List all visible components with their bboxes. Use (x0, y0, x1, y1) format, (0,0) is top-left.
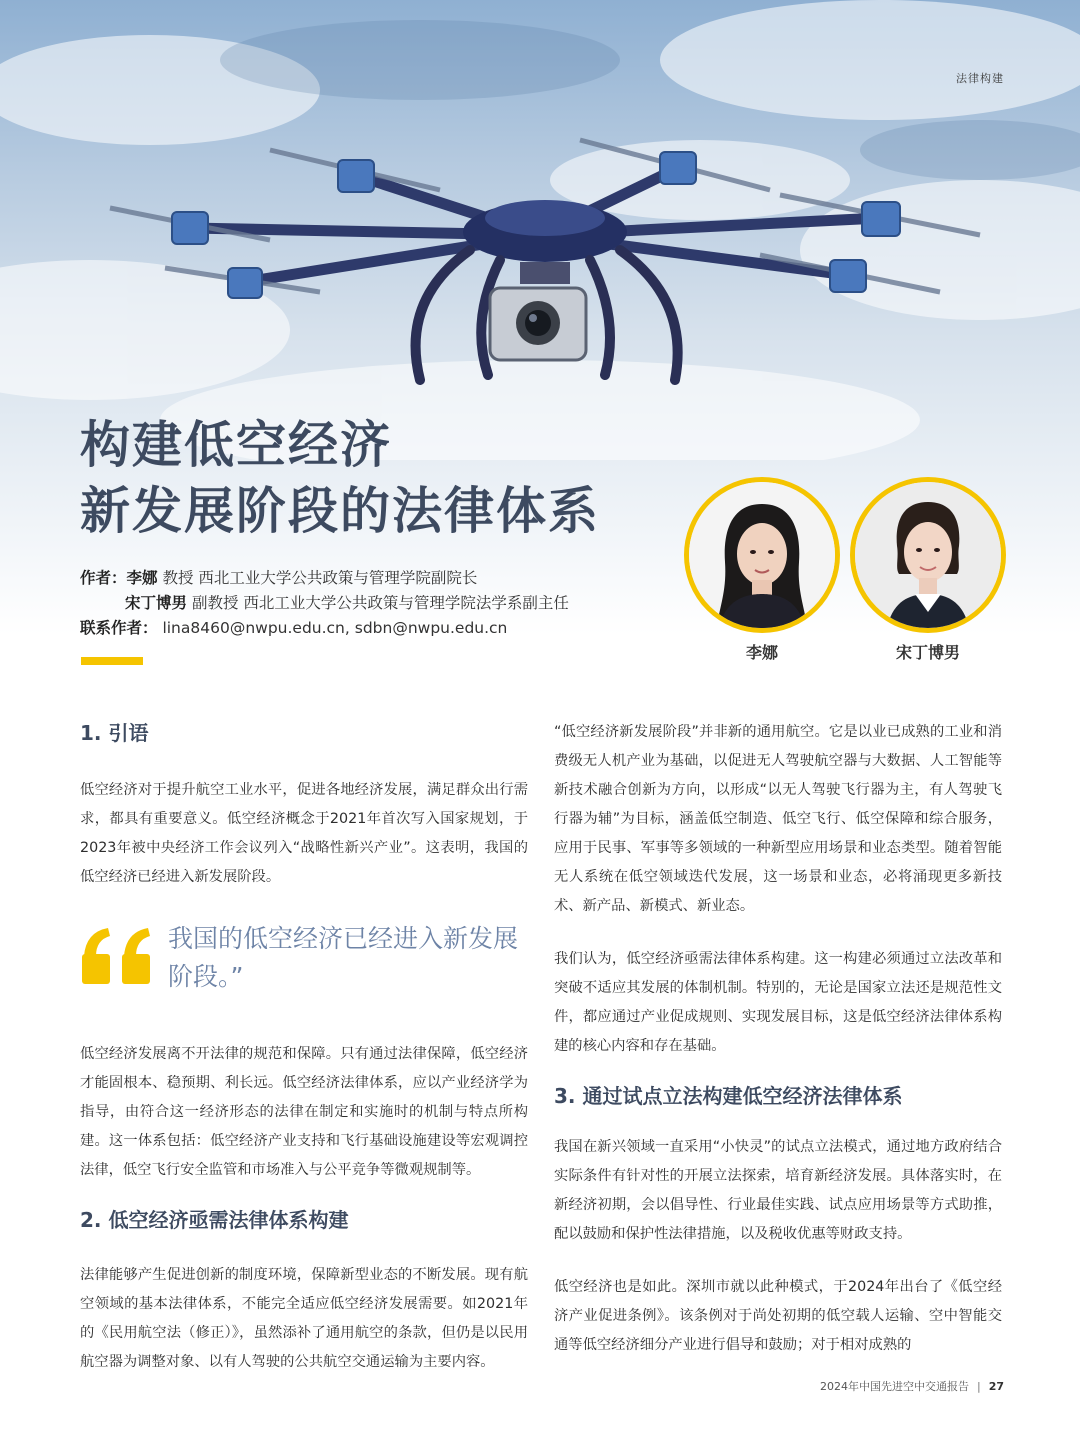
right-paragraph-2: 我们认为，低空经济亟需法律体系构建。这一构建必须通过立法改革和突破不适应其发展的体制机制。特别的，无论是国家立法还是规范性文件，都应通过产业促成规则、实现发展目标，这是低空经济法律体系构建的核心内容和存在基础。 (554, 951, 1002, 1054)
section-1-paragraph-2: 低空经济发展离不开法律的规范和保障。只有通过法律保障，低空经济才能固根本、稳预期、利长远。低空经济法律体系，应以产业经济学为指导，由符合这一经济形态的法律在制定和实施时的机制与特点所构建。这一体系包括：低空经济产业支持和飞行基础设施建设等宏观调控法律，低空飞行安全监管和市场准入与公平竞争等微观规制等。 (80, 1046, 528, 1178)
author-row-1 (80, 566, 569, 591)
right-paragraph-1: “低空经济新发展阶段”并非新的通用航空。它是以业已成熟的工业和消费级无人机产业为基础，以促进无人驾驶航空器与大数据、人工智能等新技术融合创新为方向，以形成“以无人驾驶飞行器为主，有人驾驶飞行器为辅”为目标，涵盖低空制造、低空飞行、低空保障和综合服务，应用于民事、军事等多领域的一种新型应用场景和业态类型。随着智能无人系统在低空领域迭代发展，这一场景和业态，必将涌现更多新技术、新产品、新模式、新业态。 (554, 724, 1002, 914)
author-row-2 (80, 591, 569, 616)
section-2-heading: 2. 低空经济亟需法律体系构建 (80, 1208, 349, 1232)
author-1-affiliation: 教授 西北工业大学公共政策与管理学院副院长 (157, 569, 478, 587)
footer-report-title: 2024年中国先进空中交通报告 (819, 1380, 969, 1393)
section-3-paragraph-2: 低空经济也是如此。深圳市就以此种模式，于2024年出台了《低空经济产业促进条例》。该条例对于尚处初期的低空载人运输、空中智能交通等低空经济细分产业进行倡导和鼓励；对于相对成熟的 (554, 1279, 1002, 1353)
portrait-caption-1: 李娜 (745, 643, 778, 662)
drone-photo (0, 0, 1080, 460)
section-1-heading: 1. 引语 (80, 721, 149, 745)
portrait-song-ding-bo-nan (850, 477, 1006, 633)
section-3-paragraph-1: 我国在新兴领域一直采用“小快灵”的试点立法模式，通过地方政府结合实际条件有针对性的开展立法探索，培育新经济发展。具体落实时，在新经济初期，会以倡导性、行业最佳实践、试点应用场景等方式助推，配以鼓励和保护性法律措施，以及税收优惠等财政支持。 (554, 1139, 1002, 1242)
title-line-2: 新发展阶段的法律体系 (80, 482, 600, 540)
page-title (80, 412, 700, 544)
portrait-li-na (684, 477, 840, 633)
author-2-affiliation: 副教授 西北工业大学公共政策与管理学院法学系副主任 (187, 594, 569, 612)
title-line-1: 构建低空经济 (80, 416, 392, 474)
section-1-paragraph-1: 低空经济对于提升航空工业水平，促进各地经济发展，满足群众出行需求，都具有重要意义。低空经济概念于2021年首次写入国家规划，于2023年被中央经济工作会议列入“战略性新兴产业”。这表明，我国的低空经济已经进入新发展阶段。 (80, 782, 528, 885)
page-footer (820, 1378, 1004, 1394)
pull-quote-text: 我国的低空经济已经进入新发展阶段。” (168, 924, 519, 991)
title-accent-rule (81, 657, 143, 665)
page-number: 27 (988, 1380, 1004, 1393)
section-3-heading: 3. 通过试点立法构建低空经济法律体系 (554, 1084, 903, 1108)
quote-mark-icon (80, 926, 154, 988)
author-label: 作者： (80, 569, 127, 587)
right-column (554, 718, 1002, 1360)
contact-emails[interactable]: lina8460@nwpu.edu.cn, sdbn@nwpu.edu.cn (157, 619, 508, 637)
author-2-name: 宋丁博男 (125, 594, 188, 612)
pull-quote (80, 920, 528, 1016)
section-tag: 法律构建 (956, 72, 1004, 85)
left-column (80, 718, 528, 1377)
author-block (80, 566, 569, 641)
footer-separator: | (976, 1380, 981, 1393)
contact-label: 联系作者： (80, 619, 158, 637)
contact-row (80, 616, 569, 641)
author-1-name: 李娜 (126, 569, 158, 587)
section-2-paragraph-1: 法律能够产生促进创新的制度环境，保障新型业态的不断发展。现有航空领域的基本法律体系，不能完全适应低空经济发展需要。如2021年的《民用航空法（修正）》，虽然添补了通用航空的条款，但仍是以民用航空器为调整对象、以有人驾驶的公共航空交通运输为主要内容。 (80, 1267, 528, 1370)
portrait-caption-2: 宋丁博男 (895, 643, 960, 662)
